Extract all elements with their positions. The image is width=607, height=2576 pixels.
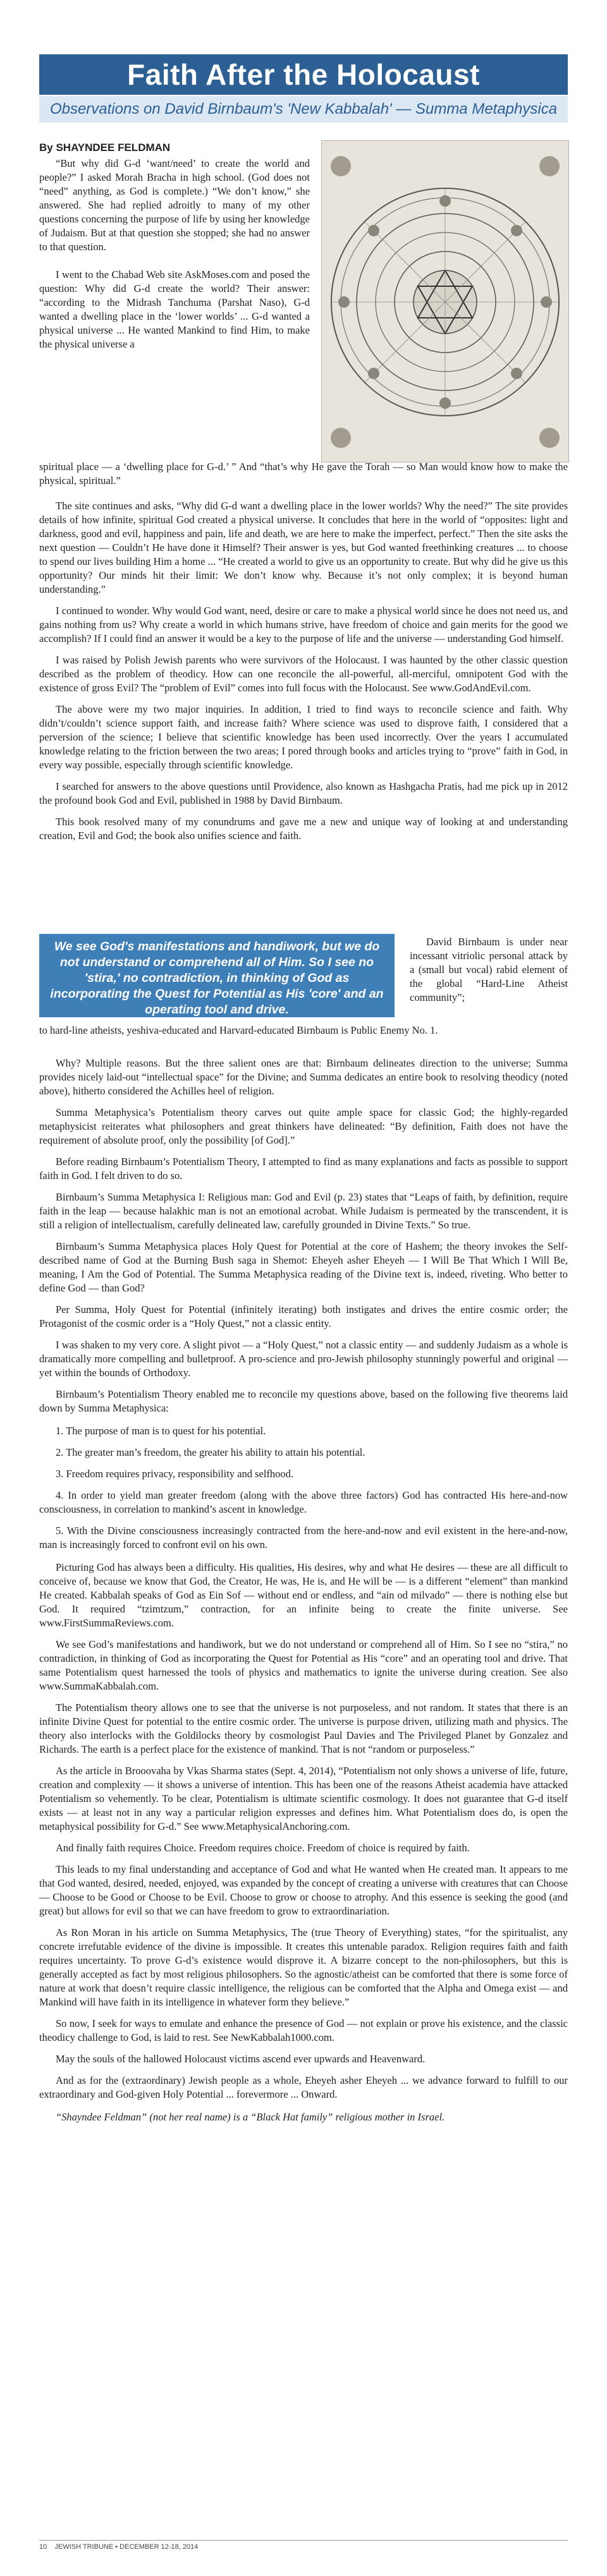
byline: By SHAYNDEE FELDMAN — [39, 142, 171, 154]
kabbalah-artwork — [321, 140, 569, 463]
mandala-illustration — [322, 141, 568, 462]
paragraph: I went to the Chabad Web site AskMoses.com and posed the question: Why did G-d create the world? Their answer: “according to the Midrash Tanchuma (Parshat Naso), G-d wanted a dwelling place in the ‘lower worlds’ ... G-d wanted a physical universe ... He wanted Mankind to find Him, to make the physical universe a — [39, 269, 310, 350]
article-title: Faith After the Holocaust — [39, 54, 568, 95]
paragraph: Birnbaum’s Potentialism Theory enabled me to reconcile my questions above, based on the following five theorems laid down by Summa Metaphysica: — [39, 1388, 568, 1414]
paragraph: I was shaken to my very core. A slight pivot — a “Holy Quest,” not a classic entity — and suddenly Judaism as a whole is dramatically more compelling and bulletproof. A pro-science and pro-Jewish philosophy stunningly powerful and original — yet within the bounds of Orthodoxy. — [39, 1339, 568, 1379]
paragraph: Before reading Birnbaum’s Potentialism Theory, I attempted to find as many explanations and facts as possible to support faith in God. I felt driven to do so. — [39, 1156, 568, 1182]
after-quote-text — [39, 1024, 568, 1037]
paragraph: Picturing God has always been a difficulty. His qualities, His desires, why and what He desires — these are all difficult to conceive of, because we know that God, the Creator, He was, He is, and He will be — is a different “element” than mankind He created. Kabbalah speaks of God as Ein Sof — without end or endless, and “ain od milvado” — there is nothing else but God. It required “tzimtzum,” contraction, for an infinite being to create the finite universe. See www.FirstSummaReviews.com. — [39, 1561, 568, 1629]
paragraph: Summa Metaphysica’s Potentialism theory carves out quite ample space for classic God; the highly-regarded metaphysicist reiterates what philosophers and great thinkers have delineated: “By definition, Faith does not have the requirement of absolute proof, only the possibility [of God].” — [39, 1106, 568, 1146]
paragraph: And finally faith requires Choice. Freedom requires choice. Freedom of choice is required by faith. — [56, 1842, 470, 1854]
theorem-item: 2. The greater man’s freedom, the greater his ability to attain his potential. — [56, 1446, 365, 1458]
paragraph: So now, I seek for ways to emulate and enhance the presence of God — not explain or prove his existence, and the classic theodicy challenge to God, is laid to rest. See NewKabbalah1000.com. — [39, 2017, 568, 2043]
paragraph: And as for the (extraordinary) Jewish people as a whole, Eheyeh asher Eheyeh ... we advance forward to fulfill to our extraordinary and God-given Holy Potential ... forevermore ... Onward. — [39, 2074, 568, 2100]
body-section-a — [39, 499, 568, 843]
paragraph: spiritual place — a ‘dwelling place for G-d.’ ” And “that’s why He gave the Torah — so Man would know how to make the physical, spiritual.” — [39, 461, 568, 487]
paragraph: We see God’s manifestations and handiwork, but we do not understand or comprehend all of Him. So I see no “stira,” no contradiction, in thinking of God as incorporating the Quest for Potential as His “core” and an operating tool and drive. That same Potentialism quest harnessed the tools of physics and mathematics to ignite the universe during creation. See also www.SummaKabbalah.com. — [39, 1638, 568, 1692]
issue-date: DECEMBER 12-18, 2014 — [120, 2543, 199, 2551]
paragraph: “But why did G-d ‘want/need’ to create the world and people?” I asked Morah Bracha in high school. (God does not “need” anything, as God is complete.) “We don’t know,” she answered. She had replied adroitly to many of my other questions concerning the purpose of life by using her knowledge of Judaism. But at that question she stopped; she had no answer to that question. — [39, 157, 310, 253]
paragraph: This book resolved many of my conundrums and gave me a new and unique way of looking at and understanding creation, Evil and God; the book also unifies science and faith. — [39, 816, 568, 842]
paragraph: May the souls of the hallowed Holocaust victims ascend ever upwards and Heavenward. — [56, 2053, 426, 2065]
paragraph: The site continues and asks, “Why did G-d want a dwelling place in the lower worlds? Why the need?” The site provides details of how infinite, spiritual God created a physical universe. It concludes that here in the world of “opposites: light and darkness, good and evil, happiness and pain, life and death, we are here to make the imperfect, perfect.” Then the site asks the next question — Couldn’t He have done it Himself? Their answer is yes, but God wanted freethinking creatures ... to choose to spend our lives building Him a home ... “He created a world to give us an opportunity to create. But why did he give us this opportunity? Our minds hit their limit: We don’t know why. Because it’s not only complex; it is beyond human understanding.” — [39, 500, 568, 595]
theorem-item: 4. In order to yield man greater freedom (along with the above three factors) God has contracted His here-and-now consciousness, in correlation to mankind’s ascent in knowledge. — [39, 1489, 568, 1515]
author-bio: “Shayndee Feldman” (not her real name) is a “Black Hat family” religious mother in Israel. — [56, 2111, 445, 2123]
paragraph: to hard-line atheists, yeshiva-educated and Harvard-educated Birnbaum is Public Enemy No. 1. — [39, 1024, 438, 1036]
paragraph: As Ron Moran in his article on Summa Metaphysics, The (true Theory of Everything) states, “for the spiritualist, any concrete irrefutable evidence of the divine is impossible. It creates this untenable paradox. Religion requires faith and faith requires uncertainty. To prove G-d’s existence would disprove it. A bizarre concept to the non-philosophers, but this is generally accepted as fact by most religious philosophers. So the agnostic/atheist can be comforted that there is some force of nature at work that doesn’t require classic intelligence, the religious can be comforted that the Alpha and Omega exist — and Mankind will have faith in its intelligence in whatever form they believe.” — [39, 1926, 568, 2008]
paragraph: This leads to my final understanding and acceptance of God and what He wanted when He created man. It appears to me that God wanted, desired, needed, enjoyed, was expanded by the concept of creating a universe with creatures that can Choose — Choose to be Good or Choose to be Evil. Choose to grow or choose to atrophy. And this essence is seeking the good (and great) but allows for evil so that we can have freedom to grow to extraordinariation. — [39, 1863, 568, 1917]
paragraph: The Potentialism theory allows one to see that the universe is not purposeless, and not random. It states that there is an infinite Divine Quest for potential to the entire cosmic order. The universe is purpose driven, utilizing math and physics. The theory also interlocks with the Goldilocks theory by cosmologist Paul Davies and The Privileged Planet by Gonzalez and Richards. The earth is a perfect place for the existence of mankind. That is not “random or purposeless.” — [39, 1702, 568, 1755]
text-continuation — [39, 460, 568, 488]
left-column — [39, 157, 310, 351]
paragraph: As the article in Brooovaha by Vkas Sharma states (Sept. 4, 2014), “Potentialism not only shows a universe of life, future, creation and complexity — it shows a universe of intention. This has been one of the reasons Atheist academia have attacked Potentialism so vehemently. To be clear, Potentialism is ultimate scientific cosmology. It does not guarantee that G-d itself exists — at least not in any way a particular religion expresses and defines him. What Potentialism does do, is open the metaphysical possibility for G-d.” See www.MetaphysicalAnchoring.com. — [39, 1765, 568, 1832]
footer-separator: • — [115, 2543, 120, 2551]
paragraph: The above were my two major inquiries. In addition, I tried to find ways to reconcile science and faith. Why didn’t/couldn’t science support faith, and increase faith? Where science was used to disprove faith, I considered that a perversion of the science; I believe that scientific knowledge has been used incorrectly. Over the years I accumulated knowledge relating to the friction between the two areas; I pored through books and articles trying to “prove” faith in God, in every way possible, especially through scientific knowledge. — [39, 703, 568, 771]
theorem-item: 5. With the Divine consciousness increasingly contracted from the here-and-now and evil existent in the here-and-now, man is increasingly forced to confront evil on his own. — [39, 1525, 568, 1551]
paragraph: Birnbaum’s Summa Metaphysica I: Religious man: God and Evil (p. 23) states that “Leaps of faith, by definition, require faith in the leap — because halakhic man is not an emotional acrobat. While Judaism is permeated by the transcendent, it is still a religion of intellectualism, carefully delineated law, carefully grounded in Divine Texts.” So true. — [39, 1191, 568, 1231]
publication-name: JEWISH TRIBUNE — [54, 2543, 114, 2551]
theorem-item: 1. The purpose of man is to quest for his potential. — [56, 1425, 266, 1437]
paragraph: I searched for answers to the above questions until Providence, also known as Hashgacha Pratis, had me pick up in 2012 the profound book God and Evil, published in 1988 by David Birnbaum. — [39, 780, 568, 806]
body-section-b — [39, 1056, 568, 2124]
paragraph: I was raised by Polish Jewish parents who were survivors of the Holocaust. I was haunted by the other classic question described as the problem of theodicy. How can one reconcile the all-powerful, all-merciful, omnipotent God with the existence of gross Evil? The “problem of Evil” comes into full focus with the Holocaust. See www.GodAndEvil.com. — [39, 654, 568, 694]
theorem-item: 3. Freedom requires privacy, responsibility and selfhood. — [56, 1468, 294, 1480]
page-number: 10 — [39, 2543, 47, 2551]
page-footer — [39, 2540, 568, 2551]
pull-quote: We see God's manifestations and handiwork, but we do not understand or comprehend all of Him. So I see no 'stira,' no contradiction, in thinking of God as incorporating the Quest for Potential as His 'core' and an operating tool and drive. — [39, 934, 395, 1017]
paragraph: David Birnbaum is under near incessant vitriolic personal attack by a (small but vocal) rabid element of the global “Hard-Line Atheist community”; — [410, 936, 568, 1003]
article-subtitle: Observations on David Birnbaum's 'New Kabbalah' — Summa Metaphysica — [39, 96, 568, 123]
paragraph: Birnbaum’s Summa Metaphysica places Holy Quest for Potential at the core of Hashem; the theory invokes the Self-described name of God at the Burning Bush saga in Shemot: Eheyeh asher Eheyeh — I Will Be That Which I Will Be, meaning, I Am the God of Potential. The Summa Metaphysica reading of the Divine text is, indeed, riveting. Who better to define God — than God? — [39, 1240, 568, 1294]
paragraph: Per Summa, Holy Quest for Potential (infinitely iterating) both instigates and drives the entire cosmic order; the Protagonist of the cosmic order is a “Holy Quest,” not a classic entity. — [39, 1303, 568, 1329]
paragraph: I continued to wonder. Why would God want, need, desire or care to make a physical world since he does not need us, and gains nothing from us? Why create a world in which humans strive, have freedom of choice and gain merits for the good we accomplish? If I could find an answer it would be a key to the purpose of life and the universe — understanding God himself. — [39, 605, 568, 644]
beside-quote-text — [410, 935, 568, 1005]
paragraph: Why? Multiple reasons. But the three salient ones are that: Birnbaum delineates direction to the universe; Summa provides nicely laid-out “intellectual space” for the Divine; and Summa dedicates an entire book to resolving theodicy (noted above), hitherto considered the Achilles heel of religion. — [39, 1057, 568, 1097]
